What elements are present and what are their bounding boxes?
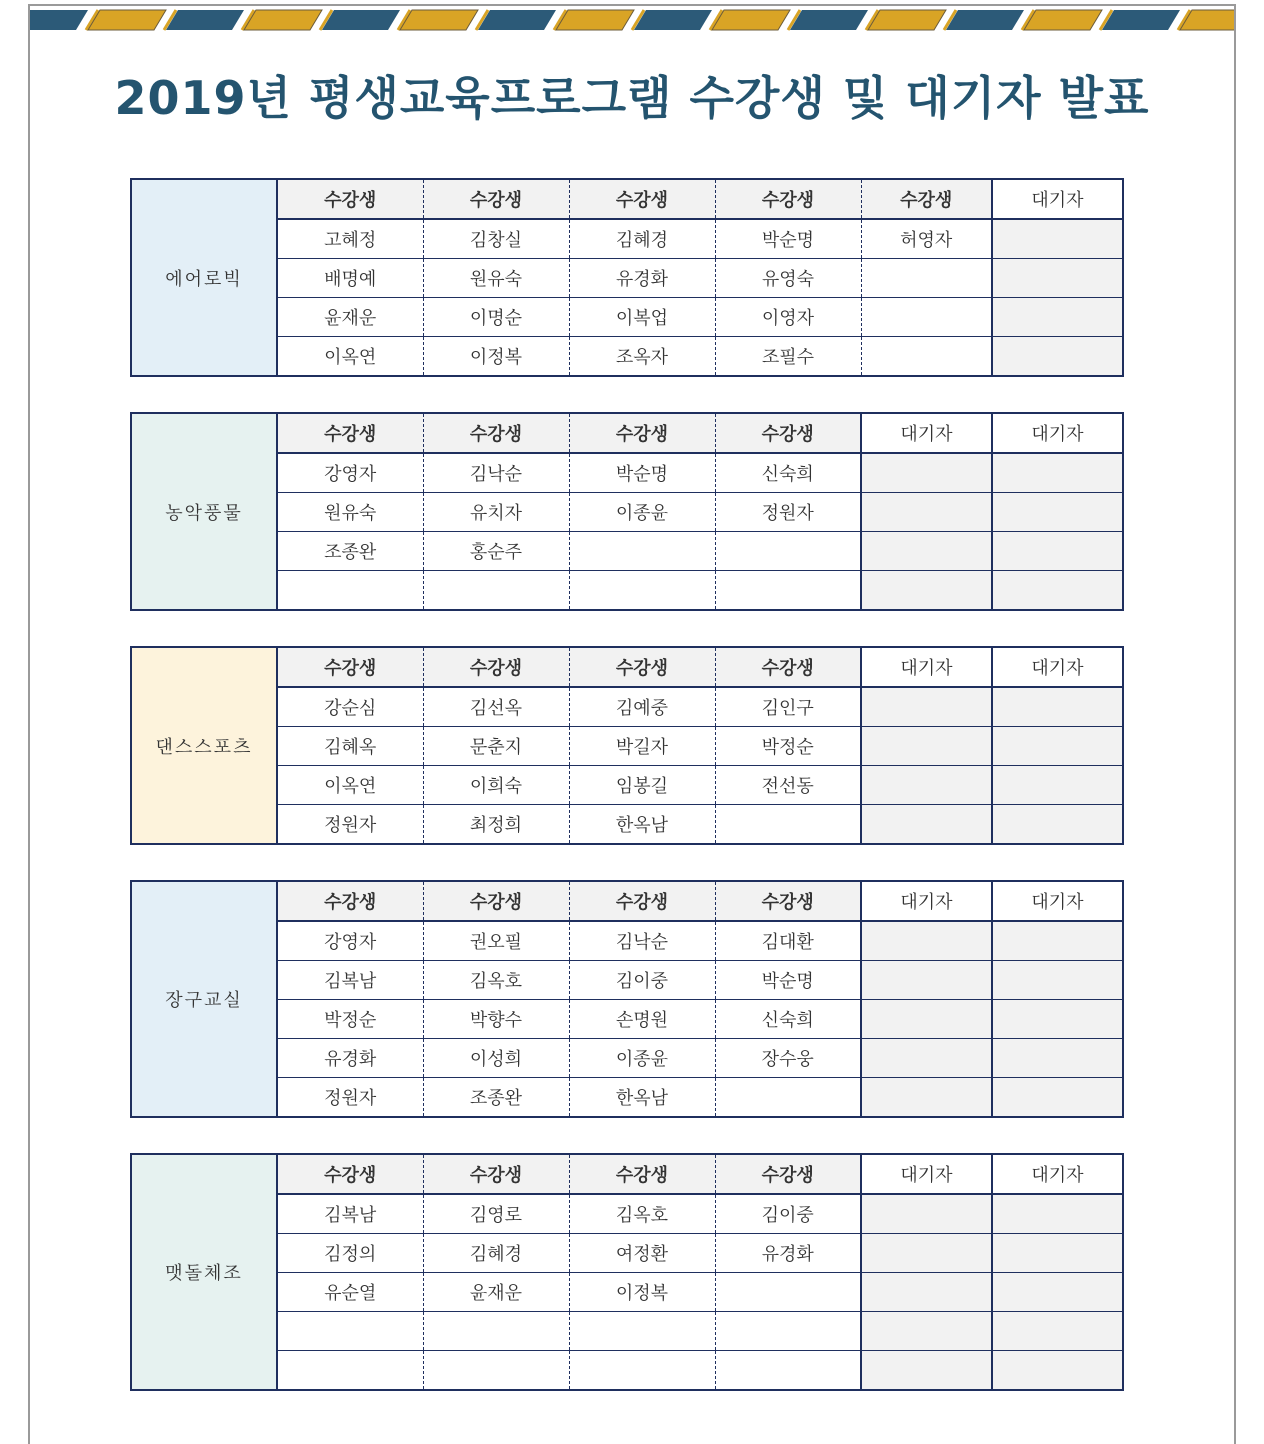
student-name-cell: 장수웅	[715, 1039, 861, 1078]
stripe-pattern	[30, 8, 1234, 32]
waitlist-name-cell	[861, 1312, 992, 1351]
table-row	[131, 1351, 1123, 1391]
student-name-cell: 박정순	[277, 1000, 423, 1039]
waitlist-name-cell	[861, 727, 992, 766]
student-name-cell: 문춘지	[423, 727, 569, 766]
waitlist-name-cell	[992, 571, 1123, 611]
waitlist-name-cell	[992, 1312, 1123, 1351]
waitlist-name-cell	[992, 532, 1123, 571]
program-table	[130, 1153, 1124, 1391]
column-header-student: 수강생	[569, 881, 715, 921]
column-header-student: 수강생	[277, 413, 423, 453]
waitlist-name-cell	[861, 766, 992, 805]
waitlist-name-cell	[992, 727, 1123, 766]
column-header-student: 수강생	[715, 1154, 861, 1194]
table-row	[131, 766, 1123, 805]
student-name-cell: 김혜경	[569, 219, 715, 259]
waitlist-name-cell	[861, 1039, 992, 1078]
header-row	[131, 413, 1123, 453]
student-name-cell	[423, 1351, 569, 1391]
stripe-segment	[400, 10, 478, 30]
student-name-cell: 김복남	[277, 961, 423, 1000]
student-name-cell: 한옥남	[569, 805, 715, 845]
student-name-cell: 이정복	[569, 1273, 715, 1312]
student-name-cell: 김대환	[715, 921, 861, 961]
student-name-cell: 이복업	[569, 298, 715, 337]
student-name-cell: 김인구	[715, 687, 861, 727]
student-name-cell	[569, 1312, 715, 1351]
waitlist-name-cell	[992, 493, 1123, 532]
student-name-cell: 윤재운	[277, 298, 423, 337]
student-name-cell: 정원자	[715, 493, 861, 532]
column-header-waitlist: 대기자	[861, 647, 992, 687]
table-row	[131, 1039, 1123, 1078]
student-name-cell: 김이중	[569, 961, 715, 1000]
stripe-segment	[634, 10, 712, 30]
student-name-cell: 박순명	[569, 453, 715, 493]
column-header-student: 수강생	[715, 881, 861, 921]
waitlist-name-cell	[992, 1351, 1123, 1391]
column-header-student: 수강생	[569, 413, 715, 453]
student-name-cell: 김영로	[423, 1194, 569, 1234]
column-header-student: 수강생	[423, 881, 569, 921]
student-name-cell	[715, 1273, 861, 1312]
waitlist-name-cell	[861, 687, 992, 727]
column-header-waitlist: 대기자	[861, 413, 992, 453]
student-name-cell: 조종완	[423, 1078, 569, 1118]
program-table	[130, 646, 1124, 845]
table-row	[131, 687, 1123, 727]
table-row	[131, 532, 1123, 571]
student-name-cell	[715, 1351, 861, 1391]
stripe-segment	[88, 10, 166, 30]
stripe-segment	[868, 10, 946, 30]
column-header-student: 수강생	[715, 647, 861, 687]
student-name-cell: 유경화	[569, 259, 715, 298]
student-name-cell	[715, 1078, 861, 1118]
table-row	[131, 493, 1123, 532]
student-name-cell: 박길자	[569, 727, 715, 766]
student-name-cell: 홍순주	[423, 532, 569, 571]
student-name-cell	[715, 571, 861, 611]
waitlist-name-cell	[992, 687, 1123, 727]
student-name-cell	[569, 532, 715, 571]
column-header-student: 수강생	[277, 647, 423, 687]
table-row	[131, 259, 1123, 298]
column-header-student: 수강생	[277, 881, 423, 921]
column-header-student: 수강생	[569, 647, 715, 687]
table-row	[131, 571, 1123, 611]
stripe-segment	[1024, 10, 1102, 30]
student-name-cell: 김예중	[569, 687, 715, 727]
student-name-cell: 최정희	[423, 805, 569, 845]
column-header-student: 수강생	[423, 1154, 569, 1194]
waitlist-name-cell	[861, 1234, 992, 1273]
waitlist-name-cell	[992, 1039, 1123, 1078]
student-name-cell: 권오필	[423, 921, 569, 961]
column-header-student: 수강생	[715, 179, 861, 219]
student-name-cell: 김복남	[277, 1194, 423, 1234]
program-name: 장구교실	[131, 881, 277, 1117]
waitlist-name-cell	[861, 532, 992, 571]
stripe-segment	[946, 10, 1024, 30]
student-name-cell	[715, 1312, 861, 1351]
waitlist-name-cell	[992, 1078, 1123, 1118]
student-name-cell: 허영자	[861, 219, 992, 259]
column-header-waitlist: 대기자	[992, 881, 1123, 921]
stripe-segment	[556, 10, 634, 30]
student-name-cell: 원유숙	[277, 493, 423, 532]
waitlist-name-cell	[992, 453, 1123, 493]
student-name-cell: 이정복	[423, 337, 569, 377]
column-header-student: 수강생	[715, 413, 861, 453]
student-name-cell	[861, 337, 992, 377]
student-name-cell: 이옥연	[277, 766, 423, 805]
student-name-cell: 강영자	[277, 921, 423, 961]
student-name-cell	[277, 571, 423, 611]
student-name-cell	[423, 571, 569, 611]
column-header-student: 수강생	[423, 179, 569, 219]
column-header-student: 수강생	[569, 179, 715, 219]
student-name-cell: 이희숙	[423, 766, 569, 805]
student-name-cell	[277, 1351, 423, 1391]
stripe-segment	[322, 10, 400, 30]
student-name-cell: 김혜옥	[277, 727, 423, 766]
waitlist-name-cell	[861, 1194, 992, 1234]
waitlist-name-cell	[992, 1273, 1123, 1312]
column-header-student: 수강생	[277, 179, 423, 219]
program-table	[130, 412, 1124, 611]
table-row	[131, 1273, 1123, 1312]
student-name-cell: 김선옥	[423, 687, 569, 727]
waitlist-name-cell	[861, 1078, 992, 1118]
student-name-cell	[861, 259, 992, 298]
column-header-waitlist: 대기자	[992, 413, 1123, 453]
table-row	[131, 337, 1123, 377]
waitlist-name-cell	[861, 453, 992, 493]
program-name: 농악풍물	[131, 413, 277, 610]
stripe-segment	[30, 10, 88, 30]
student-name-cell: 조종완	[277, 532, 423, 571]
decorative-stripe-band	[30, 8, 1234, 32]
waitlist-name-cell	[992, 1234, 1123, 1273]
student-name-cell	[715, 805, 861, 845]
student-name-cell: 박향수	[423, 1000, 569, 1039]
student-name-cell: 이옥연	[277, 337, 423, 377]
column-header-student: 수강생	[423, 413, 569, 453]
student-name-cell	[423, 1312, 569, 1351]
program-name: 댄스스포츠	[131, 647, 277, 844]
program-table	[130, 178, 1124, 377]
waitlist-name-cell	[992, 1194, 1123, 1234]
student-name-cell: 여정환	[569, 1234, 715, 1273]
student-name-cell: 신숙희	[715, 1000, 861, 1039]
student-name-cell: 이명순	[423, 298, 569, 337]
waitlist-name-cell	[992, 805, 1123, 845]
header-row	[131, 647, 1123, 687]
waitlist-name-cell	[992, 298, 1123, 337]
header-row	[131, 881, 1123, 921]
student-name-cell: 유치자	[423, 493, 569, 532]
student-name-cell: 신숙희	[715, 453, 861, 493]
student-name-cell: 정원자	[277, 1078, 423, 1118]
student-name-cell: 김혜경	[423, 1234, 569, 1273]
column-header-waitlist: 대기자	[861, 1154, 992, 1194]
table-row	[131, 961, 1123, 1000]
student-name-cell: 강순심	[277, 687, 423, 727]
student-name-cell	[569, 1351, 715, 1391]
student-name-cell: 정원자	[277, 805, 423, 845]
student-name-cell: 김옥호	[569, 1194, 715, 1234]
student-name-cell: 강영자	[277, 453, 423, 493]
table-row	[131, 1194, 1123, 1234]
program-name: 에어로빅	[131, 179, 277, 376]
stripe-segment	[478, 10, 556, 30]
stripe-segment	[244, 10, 322, 30]
waitlist-name-cell	[861, 1273, 992, 1312]
column-header-student: 수강생	[277, 1154, 423, 1194]
student-name-cell: 김정의	[277, 1234, 423, 1273]
column-header-student: 수강생	[569, 1154, 715, 1194]
student-name-cell	[715, 532, 861, 571]
waitlist-name-cell	[992, 921, 1123, 961]
column-header-waitlist: 대기자	[861, 881, 992, 921]
student-name-cell: 김옥호	[423, 961, 569, 1000]
waitlist-name-cell	[861, 571, 992, 611]
student-name-cell: 김이중	[715, 1194, 861, 1234]
table-row	[131, 219, 1123, 259]
student-name-cell: 유경화	[715, 1234, 861, 1273]
student-name-cell	[277, 1312, 423, 1351]
stripe-segment	[1102, 10, 1180, 30]
student-name-cell: 임봉길	[569, 766, 715, 805]
student-name-cell: 조필수	[715, 337, 861, 377]
waitlist-name-cell	[992, 1000, 1123, 1039]
student-name-cell: 배명예	[277, 259, 423, 298]
student-name-cell: 유영숙	[715, 259, 861, 298]
waitlist-name-cell	[992, 961, 1123, 1000]
waitlist-name-cell	[861, 1351, 992, 1391]
table-row	[131, 298, 1123, 337]
page-title: 2019년 평생교육프로그램 수강생 및 대기자 발표	[114, 71, 1150, 125]
student-name-cell: 유순열	[277, 1273, 423, 1312]
waitlist-name-cell	[861, 921, 992, 961]
student-name-cell: 김낙순	[569, 921, 715, 961]
waitlist-name-cell	[861, 1000, 992, 1039]
table-row	[131, 805, 1123, 845]
table-row	[131, 727, 1123, 766]
student-name-cell: 이성희	[423, 1039, 569, 1078]
header-row	[131, 1154, 1123, 1194]
student-name-cell: 원유숙	[423, 259, 569, 298]
column-header-student: 수강생	[861, 179, 992, 219]
student-name-cell: 박순명	[715, 219, 861, 259]
table-row	[131, 453, 1123, 493]
stripe-segment	[166, 10, 244, 30]
stripe-segment	[790, 10, 868, 30]
student-name-cell: 김낙순	[423, 453, 569, 493]
waitlist-name-cell	[861, 493, 992, 532]
column-header-student: 수강생	[423, 647, 569, 687]
waitlist-name-cell	[861, 805, 992, 845]
student-name-cell: 한옥남	[569, 1078, 715, 1118]
student-name-cell: 유경화	[277, 1039, 423, 1078]
student-name-cell: 손명원	[569, 1000, 715, 1039]
table-row	[131, 921, 1123, 961]
waitlist-name-cell	[992, 766, 1123, 805]
student-name-cell: 조옥자	[569, 337, 715, 377]
student-name-cell: 이영자	[715, 298, 861, 337]
waitlist-name-cell	[992, 219, 1123, 259]
student-name-cell: 고혜정	[277, 219, 423, 259]
program-name: 맷돌체조	[131, 1154, 277, 1390]
program-table	[130, 880, 1124, 1118]
student-name-cell: 김창실	[423, 219, 569, 259]
student-name-cell: 전선동	[715, 766, 861, 805]
column-header-waitlist: 대기자	[992, 179, 1123, 219]
stripe-segment	[712, 10, 790, 30]
column-header-waitlist: 대기자	[992, 1154, 1123, 1194]
header-row	[131, 179, 1123, 219]
waitlist-name-cell	[992, 259, 1123, 298]
student-name-cell: 박순명	[715, 961, 861, 1000]
student-name-cell: 이종윤	[569, 1039, 715, 1078]
student-name-cell: 박정순	[715, 727, 861, 766]
student-name-cell	[569, 571, 715, 611]
student-name-cell: 이종윤	[569, 493, 715, 532]
waitlist-name-cell	[992, 337, 1123, 377]
table-row	[131, 1312, 1123, 1351]
table-row	[131, 1000, 1123, 1039]
table-row	[131, 1078, 1123, 1118]
table-row	[131, 1234, 1123, 1273]
student-name-cell: 윤재운	[423, 1273, 569, 1312]
waitlist-name-cell	[861, 961, 992, 1000]
student-name-cell	[861, 298, 992, 337]
column-header-waitlist: 대기자	[992, 647, 1123, 687]
